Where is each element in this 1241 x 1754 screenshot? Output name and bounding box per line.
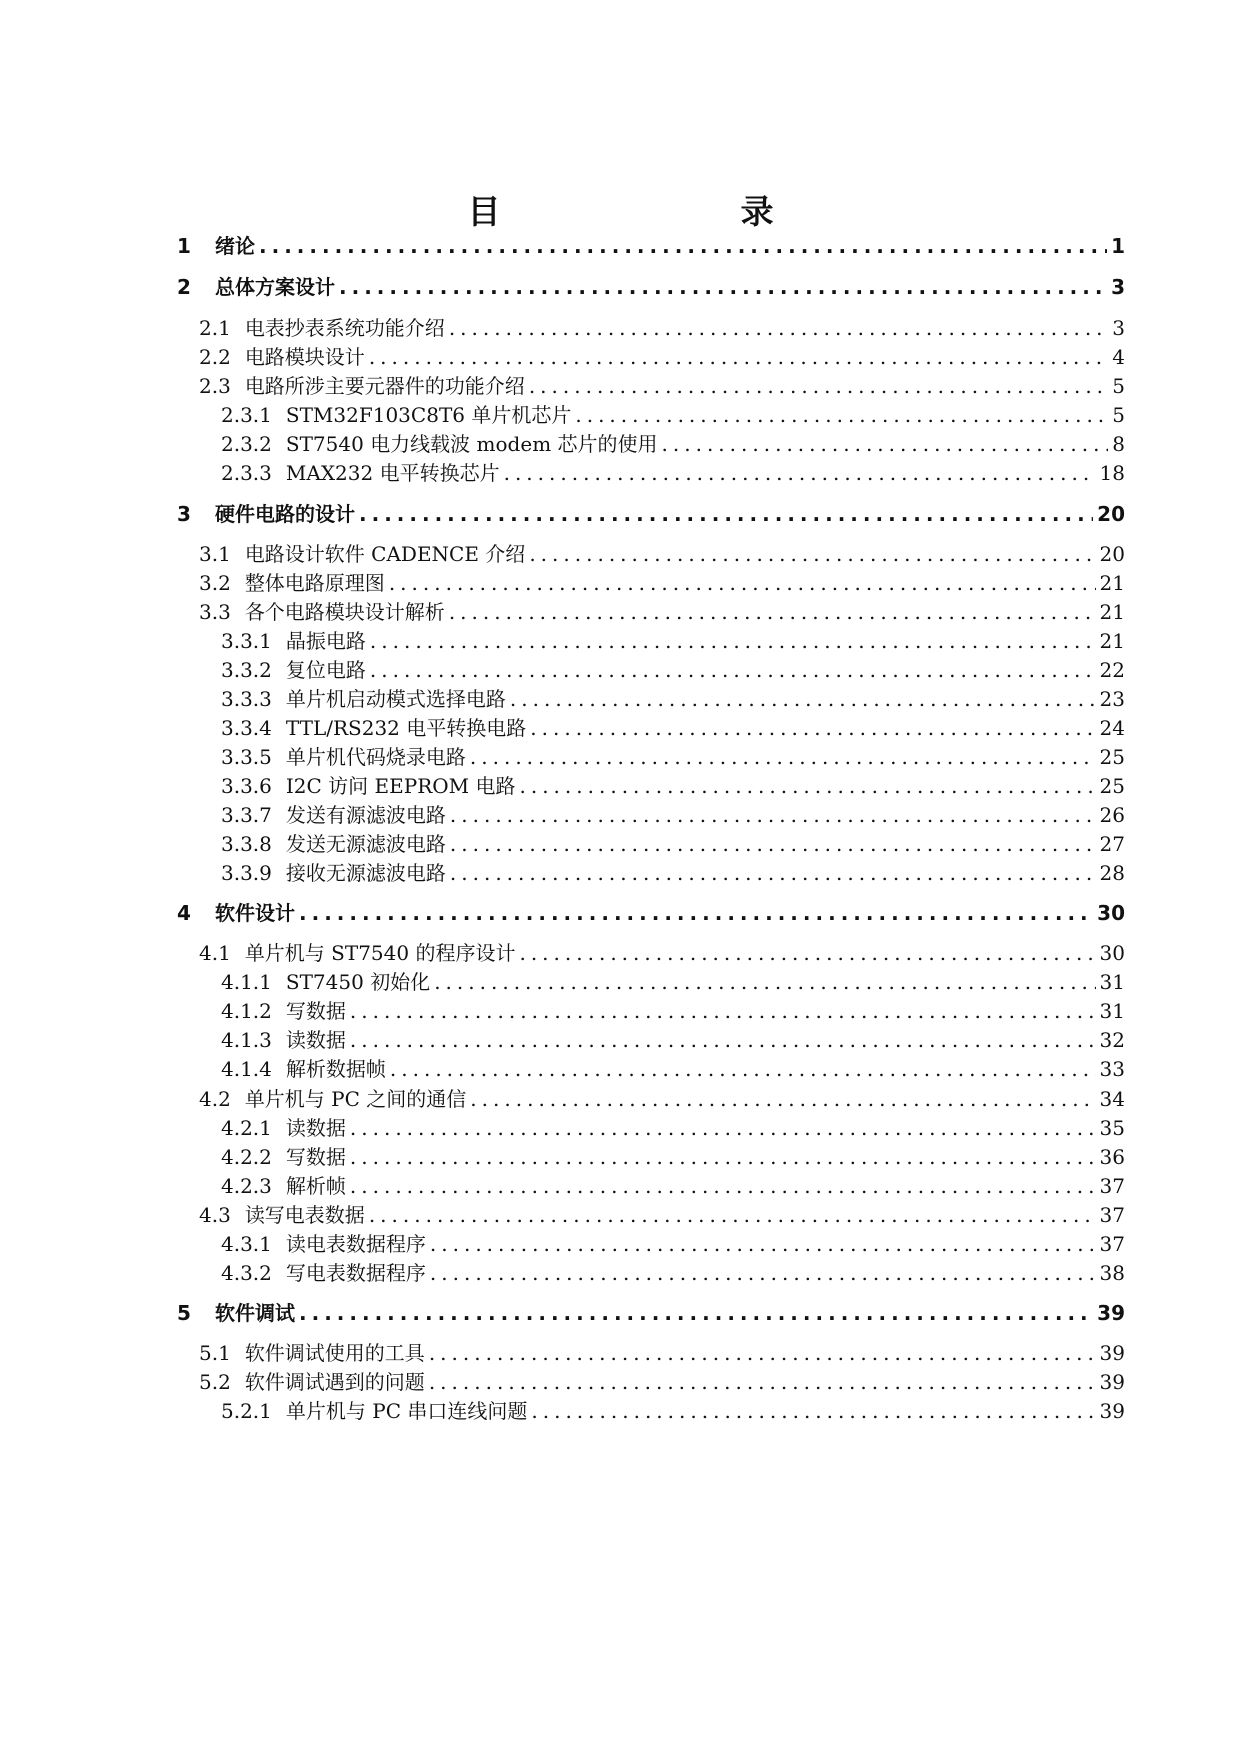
toc-entry-label bbox=[221, 741, 466, 770]
toc-entry-number: 3.3 bbox=[199, 600, 231, 624]
toc-entry-number: 3.3.3 bbox=[221, 687, 272, 711]
toc-entry-number: 4.1.1 bbox=[221, 970, 272, 994]
toc-entry-page: 39 bbox=[1099, 1370, 1125, 1394]
toc-entry-page: 27 bbox=[1099, 832, 1125, 856]
toc-entry-title: 电表抄表系统功能介绍 bbox=[244, 316, 445, 340]
toc-entry-page: 3 bbox=[1111, 275, 1125, 299]
toc-entry-number: 3.3.9 bbox=[221, 861, 272, 885]
toc-entry-page: 36 bbox=[1099, 1145, 1125, 1169]
toc-entry-title: I2C 访问 EEPROM 电路 bbox=[285, 774, 516, 798]
dot-leader bbox=[529, 374, 1108, 398]
dot-leader bbox=[369, 1203, 1096, 1227]
toc-entry-title: 绪论 bbox=[215, 234, 255, 258]
toc-entry-label bbox=[199, 312, 445, 341]
toc-entry[interactable] bbox=[221, 799, 1125, 829]
toc-entry[interactable] bbox=[221, 995, 1125, 1025]
toc-entry-number: 3.3.7 bbox=[221, 803, 272, 827]
toc-entry-number: 4.1.3 bbox=[221, 1028, 272, 1052]
toc-entry-title: 单片机与 PC 之间的通信 bbox=[244, 1087, 467, 1111]
dot-leader bbox=[662, 432, 1109, 456]
toc-entry-page: 1 bbox=[1111, 234, 1125, 258]
dot-leader bbox=[429, 1370, 1096, 1394]
toc-entry-page: 5 bbox=[1112, 374, 1125, 398]
toc-entry-page: 18 bbox=[1099, 461, 1125, 485]
toc-entry-label bbox=[221, 799, 446, 828]
toc-entry-page: 3 bbox=[1112, 316, 1125, 340]
toc-entry[interactable] bbox=[221, 1053, 1125, 1083]
toc-entry-title: 整体电路原理图 bbox=[244, 571, 385, 595]
toc-entry-label bbox=[221, 399, 571, 428]
dot-leader bbox=[350, 1145, 1096, 1169]
toc-entry[interactable] bbox=[221, 399, 1125, 429]
dot-leader bbox=[470, 745, 1096, 769]
toc-entry-page: 30 bbox=[1099, 941, 1125, 965]
toc-entry-page: 37 bbox=[1099, 1232, 1125, 1256]
dot-leader bbox=[530, 716, 1095, 740]
toc-entry-page: 32 bbox=[1099, 1028, 1125, 1052]
toc-entry[interactable] bbox=[221, 741, 1125, 771]
toc-entry-page: 35 bbox=[1099, 1116, 1125, 1140]
toc-entry-page: 20 bbox=[1097, 502, 1125, 526]
toc-entry-label bbox=[221, 625, 366, 654]
toc-entry-number: 3.3.4 bbox=[221, 716, 272, 740]
toc-entry-title: 总体方案设计 bbox=[215, 275, 335, 299]
toc-entry[interactable] bbox=[199, 1083, 1125, 1113]
toc-entry-title: 晶振电路 bbox=[285, 629, 366, 653]
toc-entry[interactable] bbox=[177, 1297, 1125, 1327]
toc-entry-label bbox=[221, 683, 506, 712]
toc-entry-number: 2.3.2 bbox=[221, 432, 272, 456]
toc-entry[interactable] bbox=[221, 428, 1125, 458]
toc-entry-label bbox=[221, 1112, 346, 1141]
dot-leader bbox=[370, 629, 1096, 653]
toc-entry[interactable] bbox=[221, 683, 1125, 713]
toc-entry-label bbox=[199, 1366, 425, 1395]
toc-entry-label bbox=[221, 1024, 346, 1053]
dot-leader bbox=[529, 542, 1095, 566]
toc-entry-title: 单片机代码烧录电路 bbox=[285, 745, 466, 769]
dot-leader bbox=[450, 861, 1096, 885]
toc-entry-title: 电路模块设计 bbox=[244, 345, 365, 369]
dot-leader bbox=[429, 1341, 1096, 1365]
toc-entry[interactable] bbox=[221, 966, 1125, 996]
toc-entry-label bbox=[199, 1083, 466, 1112]
toc-entry-number: 3.3.2 bbox=[221, 658, 272, 682]
toc-entry-number: 4.2.1 bbox=[221, 1116, 272, 1140]
dot-leader bbox=[259, 234, 1107, 258]
toc-entry-page: 23 bbox=[1099, 687, 1125, 711]
toc-entry[interactable] bbox=[221, 770, 1125, 800]
toc-entry[interactable] bbox=[221, 457, 1125, 487]
toc-entry-page: 24 bbox=[1099, 716, 1125, 740]
toc-entry-title: 软件设计 bbox=[215, 901, 295, 925]
toc-entry-label bbox=[221, 457, 500, 486]
toc-entry-number: 4.1.2 bbox=[221, 999, 272, 1023]
toc-entry-number: 4.2 bbox=[199, 1087, 231, 1111]
toc-entry-label bbox=[177, 897, 295, 926]
toc-entry-label bbox=[221, 966, 430, 995]
toc-entry-title: 写数据 bbox=[285, 999, 346, 1023]
toc-entry-label bbox=[199, 538, 525, 567]
dot-leader bbox=[510, 687, 1096, 711]
dot-leader bbox=[504, 461, 1096, 485]
toc-entry-title: 读写电表数据 bbox=[244, 1203, 365, 1227]
toc-entry-title: 复位电路 bbox=[285, 658, 366, 682]
toc-entry-page: 21 bbox=[1099, 600, 1125, 624]
toc-entry-title: 读数据 bbox=[285, 1116, 346, 1140]
toc-entry-label bbox=[199, 596, 445, 625]
toc-entry-title: 单片机与 ST7540 的程序设计 bbox=[244, 941, 516, 965]
toc-entry-label bbox=[199, 341, 365, 370]
toc-entry[interactable] bbox=[177, 230, 1125, 260]
toc-entry-page: 25 bbox=[1099, 745, 1125, 769]
toc-entry-number: 3.2 bbox=[199, 571, 231, 595]
toc-entry-page: 39 bbox=[1099, 1399, 1125, 1423]
toc-entry-label bbox=[221, 712, 526, 741]
dot-leader bbox=[390, 1057, 1096, 1081]
toc-entry[interactable] bbox=[221, 1170, 1125, 1200]
toc-entry-number: 4.2.3 bbox=[221, 1174, 272, 1198]
toc-entry[interactable] bbox=[199, 1199, 1125, 1229]
toc-entry-number: 4.1.4 bbox=[221, 1057, 272, 1081]
toc-entry[interactable] bbox=[221, 1141, 1125, 1171]
toc-entry-label bbox=[221, 828, 446, 857]
dot-leader bbox=[470, 1087, 1095, 1111]
toc-entry-number: 3.3.1 bbox=[221, 629, 272, 653]
toc-entry-number: 2.2 bbox=[199, 345, 231, 369]
toc-entry-page: 37 bbox=[1099, 1174, 1125, 1198]
toc-entry[interactable] bbox=[221, 1112, 1125, 1142]
toc-entry-title: 写电表数据程序 bbox=[285, 1261, 426, 1285]
toc-entry-page: 21 bbox=[1099, 571, 1125, 595]
toc-entry-page: 26 bbox=[1099, 803, 1125, 827]
toc-entry-number: 4.3 bbox=[199, 1203, 231, 1227]
toc-entry-label bbox=[221, 995, 346, 1024]
toc-entry-label bbox=[177, 230, 255, 259]
toc-entry-title: 单片机与 PC 串口连线问题 bbox=[285, 1399, 528, 1423]
toc-entry-number: 5.2 bbox=[199, 1370, 231, 1394]
toc-entry-label bbox=[221, 1053, 386, 1082]
dot-leader bbox=[299, 1301, 1093, 1325]
toc-entry-title: 软件调试遇到的问题 bbox=[244, 1370, 425, 1394]
toc-entry-label bbox=[221, 1228, 426, 1257]
dot-leader bbox=[359, 502, 1093, 526]
toc-entry-number: 4.3.2 bbox=[221, 1261, 272, 1285]
toc-entry-label bbox=[221, 1170, 346, 1199]
toc-entry[interactable] bbox=[199, 1366, 1125, 1396]
dot-leader bbox=[430, 1261, 1096, 1285]
toc-entry-title: STM32F103C8T6 单片机芯片 bbox=[285, 403, 572, 427]
dot-leader bbox=[434, 970, 1095, 994]
toc-entry-title: 发送无源滤波电路 bbox=[285, 832, 446, 856]
toc-entry-page: 30 bbox=[1097, 901, 1125, 925]
toc-entry[interactable] bbox=[221, 654, 1125, 684]
toc-entry[interactable] bbox=[177, 271, 1125, 301]
toc-entry-title: 硬件电路的设计 bbox=[215, 502, 355, 526]
toc-entry-number: 3.1 bbox=[199, 542, 231, 566]
dot-leader bbox=[449, 600, 1096, 624]
toc-entry[interactable] bbox=[177, 897, 1125, 927]
dot-leader bbox=[519, 774, 1095, 798]
toc-entry[interactable] bbox=[221, 828, 1125, 858]
toc-entry-page: 37 bbox=[1099, 1203, 1125, 1227]
toc-entry-label bbox=[177, 498, 355, 527]
toc-entry[interactable] bbox=[221, 625, 1125, 655]
page-title: 目 录 bbox=[467, 192, 832, 231]
toc-entry-label bbox=[177, 271, 335, 300]
toc-entry-number: 4.2.2 bbox=[221, 1145, 272, 1169]
toc-entry-number: 4 bbox=[177, 901, 191, 925]
toc-entry-title: 读电表数据程序 bbox=[285, 1232, 426, 1256]
dot-leader bbox=[450, 832, 1096, 856]
toc-entry-page: 25 bbox=[1099, 774, 1125, 798]
toc-entry-number: 2.3.1 bbox=[221, 403, 272, 427]
dot-leader bbox=[531, 1399, 1095, 1423]
dot-leader bbox=[369, 345, 1108, 369]
dot-leader bbox=[350, 1174, 1096, 1198]
toc-entry-title: ST7450 初始化 bbox=[285, 970, 431, 994]
toc-entry-label bbox=[199, 937, 515, 966]
toc-entry[interactable] bbox=[221, 857, 1125, 887]
dot-leader bbox=[350, 999, 1096, 1023]
toc-entry[interactable] bbox=[199, 538, 1125, 568]
toc-entry-label bbox=[221, 654, 366, 683]
toc-entry-page: 4 bbox=[1112, 345, 1125, 369]
toc-entry-page: 31 bbox=[1099, 999, 1125, 1023]
toc-entry-title: 写数据 bbox=[285, 1145, 346, 1169]
toc-entry-number: 5 bbox=[177, 1301, 191, 1325]
toc-entry[interactable] bbox=[199, 1337, 1125, 1367]
toc-entry-title: 电路设计软件 CADENCE 介绍 bbox=[244, 542, 526, 566]
toc-entry-number: 2 bbox=[177, 275, 191, 299]
dot-leader bbox=[450, 803, 1096, 827]
toc-entry-title: 解析数据帧 bbox=[285, 1057, 386, 1081]
toc-entry-title: 发送有源滤波电路 bbox=[285, 803, 446, 827]
toc-entry-label bbox=[177, 1297, 295, 1326]
toc-entry-number: 1 bbox=[177, 234, 191, 258]
toc-entry[interactable] bbox=[221, 1395, 1125, 1425]
toc-entry[interactable] bbox=[199, 567, 1125, 597]
toc-entry-title: 读数据 bbox=[285, 1028, 346, 1052]
toc-entry-page: 20 bbox=[1099, 542, 1125, 566]
toc-entry-number: 5.1 bbox=[199, 1341, 231, 1365]
toc-entry-number: 4.1 bbox=[199, 941, 231, 965]
toc-entry-page: 38 bbox=[1099, 1261, 1125, 1285]
toc-entry-title: 软件调试使用的工具 bbox=[244, 1341, 425, 1365]
toc-entry-label bbox=[199, 1199, 365, 1228]
toc-entry-number: 3.3.6 bbox=[221, 774, 272, 798]
toc-entry-page: 31 bbox=[1099, 970, 1125, 994]
toc-entry-page: 39 bbox=[1097, 1301, 1125, 1325]
toc-entry-page: 5 bbox=[1112, 403, 1125, 427]
dot-leader bbox=[449, 316, 1108, 340]
toc-entry[interactable] bbox=[221, 1228, 1125, 1258]
toc-entry-label bbox=[199, 370, 525, 399]
toc-entry-title: ST7540 电力线载波 modem 芯片的使用 bbox=[285, 432, 658, 456]
toc-entry[interactable] bbox=[199, 937, 1125, 967]
toc-entry-number: 3.3.5 bbox=[221, 745, 272, 769]
toc-entry-page: 21 bbox=[1099, 629, 1125, 653]
dot-leader bbox=[519, 941, 1095, 965]
toc-entry-page: 33 bbox=[1099, 1057, 1125, 1081]
toc-entry-title: MAX232 电平转换芯片 bbox=[285, 461, 500, 485]
toc-entry-label bbox=[221, 1257, 426, 1286]
toc-entry-title: 各个电路模块设计解析 bbox=[244, 600, 445, 624]
toc-entry-label bbox=[199, 1337, 425, 1366]
toc-entry[interactable] bbox=[177, 498, 1125, 528]
dot-leader bbox=[370, 658, 1096, 682]
toc-entry-title: 电路所涉主要元器件的功能介绍 bbox=[244, 374, 525, 398]
toc-entry-title: 单片机启动模式选择电路 bbox=[285, 687, 506, 711]
toc-entry[interactable] bbox=[199, 312, 1125, 342]
toc-entry-page: 39 bbox=[1099, 1341, 1125, 1365]
toc-entry-page: 28 bbox=[1099, 861, 1125, 885]
toc-entry-title: 软件调试 bbox=[215, 1301, 295, 1325]
toc-entry[interactable] bbox=[221, 712, 1125, 742]
toc-entry-label bbox=[221, 1141, 346, 1170]
toc-entry[interactable] bbox=[199, 370, 1125, 400]
toc-entry-label bbox=[221, 857, 446, 886]
toc-entry-number: 3.3.8 bbox=[221, 832, 272, 856]
toc-entry-title: 接收无源滤波电路 bbox=[285, 861, 446, 885]
toc-entry-number: 2.3.3 bbox=[221, 461, 272, 485]
toc-entry-label bbox=[221, 1395, 527, 1424]
dot-leader bbox=[389, 571, 1096, 595]
toc-entry[interactable] bbox=[199, 341, 1125, 371]
toc-entry-label bbox=[221, 428, 658, 457]
toc-entry-number: 5.2.1 bbox=[221, 1399, 272, 1423]
dot-leader bbox=[430, 1232, 1096, 1256]
toc-entry-page: 34 bbox=[1099, 1087, 1125, 1111]
toc-entry-number: 2.1 bbox=[199, 316, 231, 340]
dot-leader bbox=[575, 403, 1108, 427]
toc-entry-label bbox=[221, 770, 515, 799]
toc-entry-page: 8 bbox=[1112, 432, 1125, 456]
dot-leader bbox=[299, 901, 1093, 925]
dot-leader bbox=[350, 1116, 1096, 1140]
dot-leader bbox=[339, 275, 1107, 299]
toc-entry-title: 解析帧 bbox=[285, 1174, 346, 1198]
dot-leader bbox=[350, 1028, 1096, 1052]
toc-entry-number: 3 bbox=[177, 502, 191, 526]
toc-entry[interactable] bbox=[221, 1257, 1125, 1287]
toc-entry[interactable] bbox=[199, 596, 1125, 626]
toc-entry-number: 4.3.1 bbox=[221, 1232, 272, 1256]
toc-entry-title: TTL/RS232 电平转换电路 bbox=[285, 716, 527, 740]
toc-entry-number: 2.3 bbox=[199, 374, 231, 398]
toc-entry-label bbox=[199, 567, 385, 596]
toc-entry-page: 22 bbox=[1099, 658, 1125, 682]
toc-entry[interactable] bbox=[221, 1024, 1125, 1054]
